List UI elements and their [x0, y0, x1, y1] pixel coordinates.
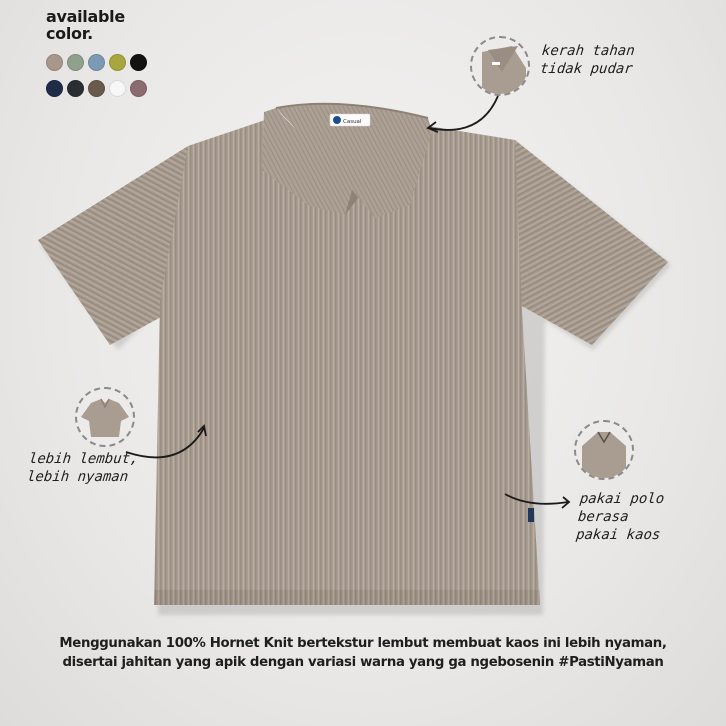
shirt-detail-circle	[75, 387, 135, 447]
collar-note: kerah tahan tidak pudar	[539, 43, 636, 77]
brand-label-text: Casual	[343, 119, 362, 125]
soft-note: lebih lembut, lebih nyaman	[26, 451, 140, 485]
description-line-2: disertai jahitan yang apik dengan variasi warna yang ga ngebosenin #PastiNyaman	[62, 655, 664, 670]
neckline-detail-circle	[574, 420, 634, 480]
right-sleeve	[515, 140, 668, 345]
collar-detail-circle	[470, 36, 530, 96]
available-color-title: available color.	[46, 7, 125, 43]
polo-note: pakai polo berasa pakai kaos	[575, 491, 666, 543]
description-line-1: Menggunakan 100% Hornet Knit bertekstur lembut membuat kaos ini lebih nyaman,	[59, 636, 667, 651]
